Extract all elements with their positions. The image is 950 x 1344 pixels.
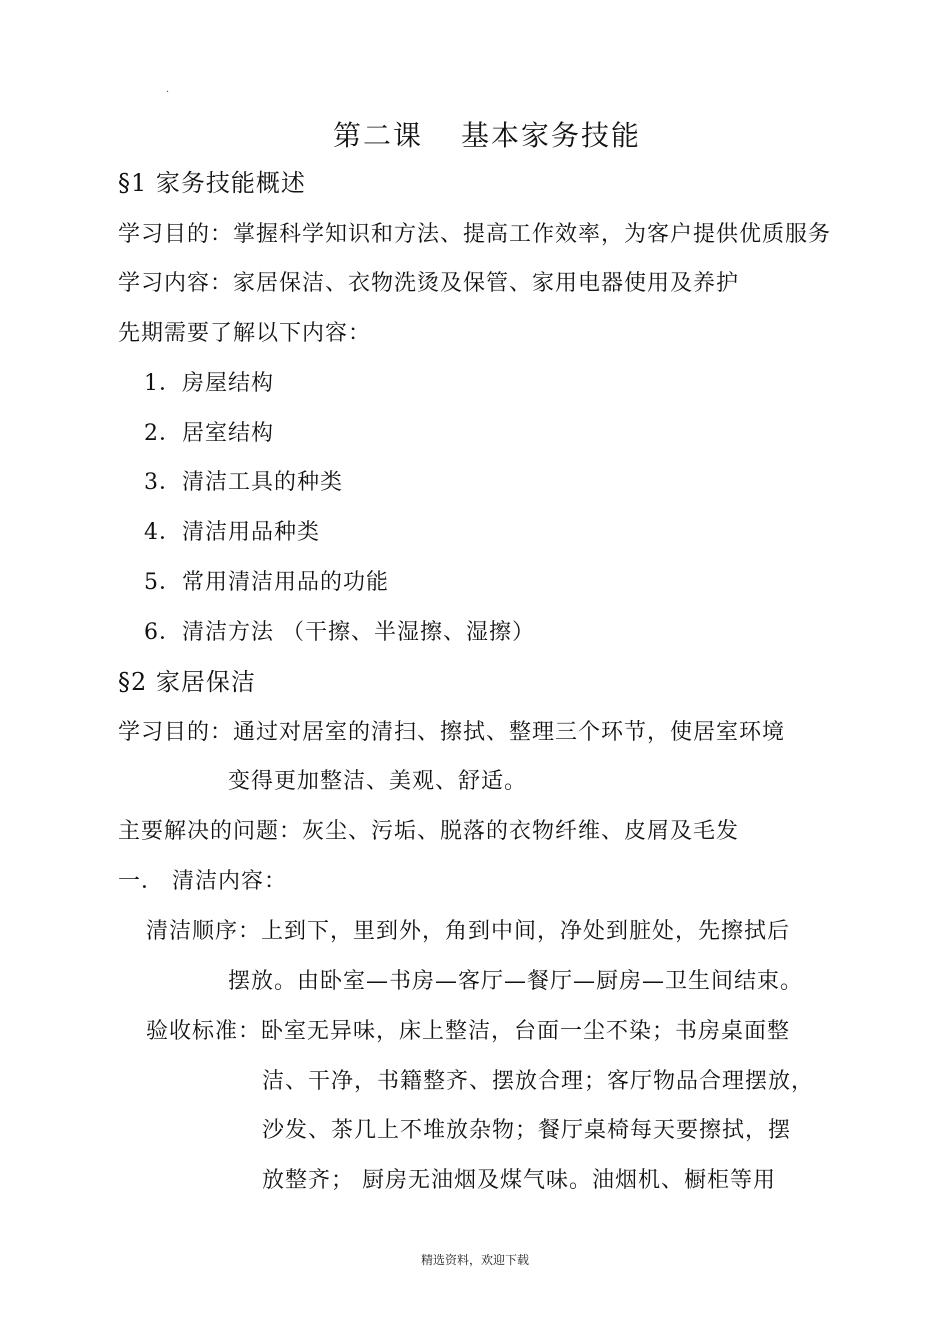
page-title <box>333 114 641 154</box>
problems-line: 主要解决的问题：灰尘、污垢、脱落的衣物纤维、皮屑及毛发 <box>118 819 740 844</box>
stray-dot: · <box>166 87 170 98</box>
acceptance-standard-line4: 放整齐； 厨房无油烟及煤气味。油烟机、橱柜等用 <box>262 1168 776 1193</box>
section1-content: 学习内容：家居保洁、衣物洗烫及保管、家用电器使用及养护 <box>118 271 740 296</box>
prereq-item: 6．清洁方法 （干擦、半湿擦、湿擦） <box>144 620 535 645</box>
section2-heading: §2 家居保洁 <box>118 668 256 696</box>
title-lesson-number: 第二课 <box>333 119 424 152</box>
section1-goal: 学习目的：掌握科学知识和方法、提高工作效率，为客户提供优质服务 <box>118 222 832 247</box>
section1-heading: §1 家务技能概述 <box>118 169 306 197</box>
prereq-item: 4．清洁用品种类 <box>144 520 320 545</box>
cleaning-order-line2: 摆放。由卧室—书房—客厅—餐厅—厨房—卫生间结束。 <box>228 969 804 994</box>
cleaning-order-line1: 清洁顺序：上到下，里到外，角到中间，净处到脏处，先擦拭后 <box>146 919 791 944</box>
prereq-item: 2．居室结构 <box>144 421 274 446</box>
acceptance-standard-line3: 沙发、茶几上不堆放杂物；餐厅桌椅每天要擦拭，摆 <box>262 1118 792 1143</box>
title-lesson-name: 基本家务技能 <box>461 119 642 152</box>
prereq-item: 1．房屋结构 <box>144 371 274 396</box>
prereq-item: 3．清洁工具的种类 <box>144 470 343 495</box>
acceptance-standard-line1: 验收标准：卧室无异味，床上整洁，台面一尘不染；书房桌面整 <box>146 1019 791 1044</box>
cleaning-content-heading: 一． 清洁内容： <box>118 869 287 894</box>
prereq-item: 5．常用清洁用品的功能 <box>144 570 389 595</box>
section2-goal-line1: 学习目的：通过对居室的清扫、擦拭、整理三个环节，使居室环境 <box>118 720 786 745</box>
acceptance-standard-line2: 洁、干净，书籍整齐、摆放合理；客厅物品合理摆放， <box>262 1069 815 1094</box>
page-footer: 精选资料，欢迎下载 <box>420 1253 529 1267</box>
prereq-intro: 先期需要了解以下内容： <box>118 321 372 346</box>
section2-goal-line2: 变得更加整洁、美观、舒适。 <box>228 769 528 794</box>
